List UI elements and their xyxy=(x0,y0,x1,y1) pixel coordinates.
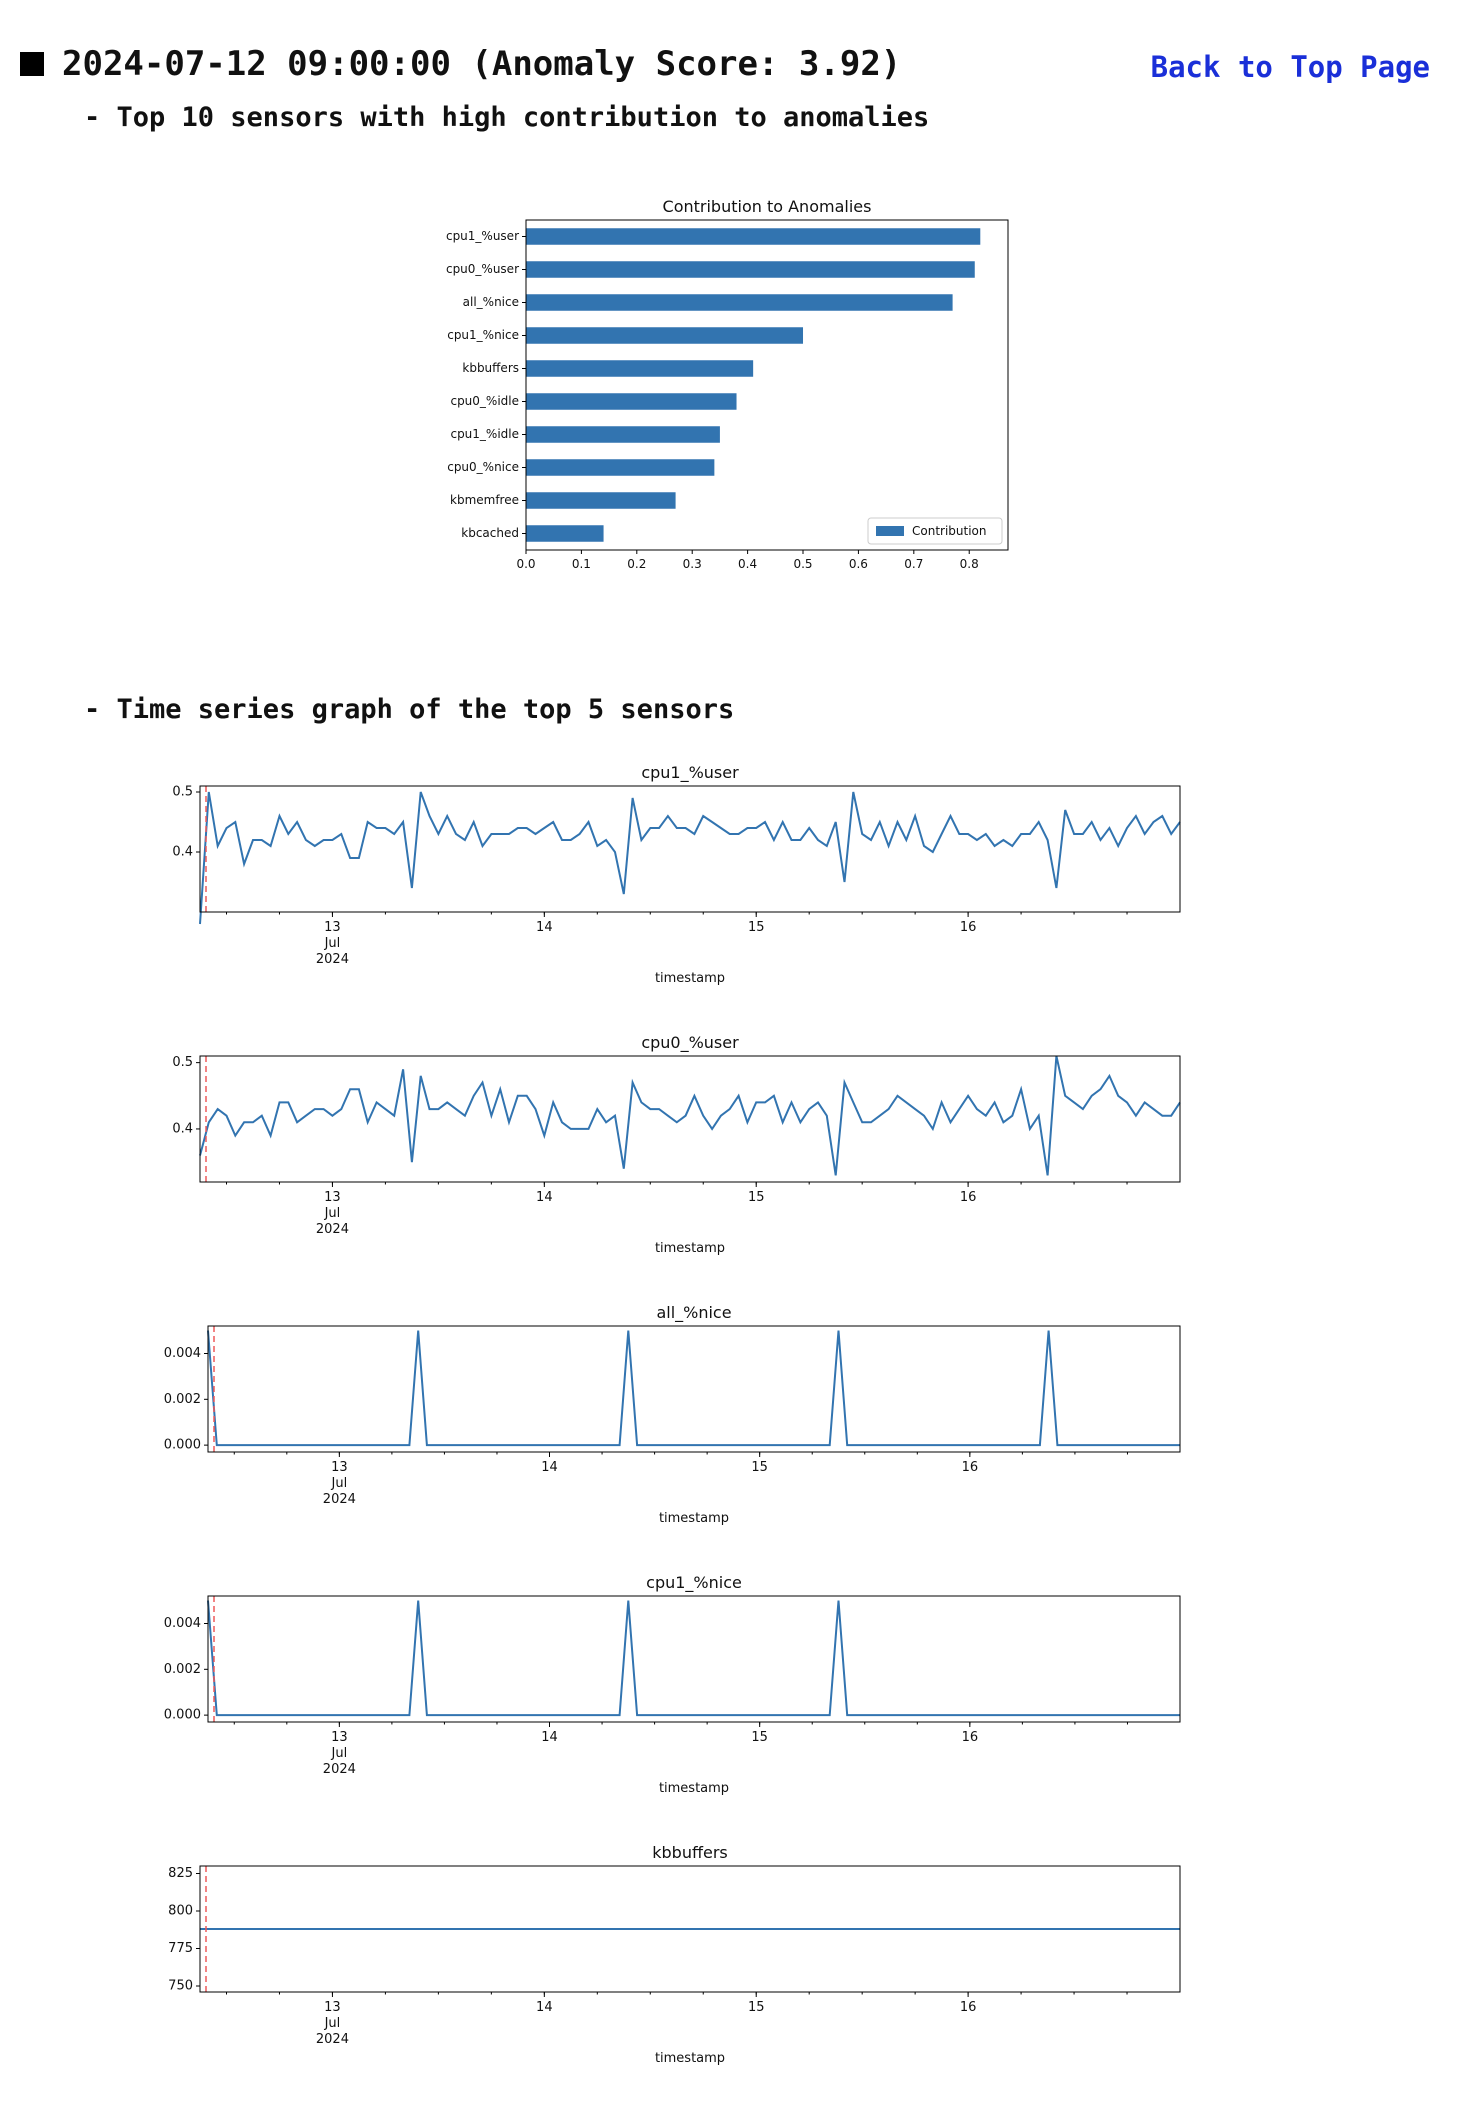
chart-title: cpu1_%user xyxy=(641,763,739,782)
y-tick-label: 0.5 xyxy=(172,1055,193,1071)
page-title: 2024-07-12 09:00:00 (Anomaly Score: 3.92) xyxy=(62,44,902,84)
x-tick-year-label: 2024 xyxy=(315,952,349,967)
bar xyxy=(526,393,737,410)
back-to-top-link[interactable]: Back to Top Page xyxy=(1150,50,1430,84)
x-axis-label: timestamp xyxy=(658,1781,730,1796)
y-tick-label: cpu0_%idle xyxy=(450,394,519,408)
timeseries-chart-cpu1-nice xyxy=(150,1568,1230,1818)
bar xyxy=(526,294,953,311)
timeseries-chart-all-nice xyxy=(150,1298,1230,1548)
x-tick-month-label: Jul xyxy=(324,2016,341,2031)
x-tick-label: 0.5 xyxy=(793,557,813,571)
x-tick-month-label: Jul xyxy=(331,1476,348,1491)
x-tick-label: 13 xyxy=(324,1190,341,1205)
plot-frame xyxy=(200,1056,1180,1182)
timeseries-chart-kbbuffers xyxy=(150,1838,1230,2088)
timeseries-chart-cpu1-user xyxy=(150,758,1230,1008)
x-tick-label: 15 xyxy=(747,2000,765,2015)
bar xyxy=(526,228,980,245)
series-line xyxy=(200,1056,1180,1175)
x-axis-label: timestamp xyxy=(658,1511,730,1526)
bar xyxy=(526,327,803,344)
y-tick-label: 0.004 xyxy=(163,1615,201,1631)
bar xyxy=(526,360,753,377)
series-line xyxy=(208,1331,1180,1446)
x-tick-label: 0.7 xyxy=(904,557,924,571)
x-tick-label: 0.1 xyxy=(571,557,591,571)
y-tick-label: 0.002 xyxy=(163,1661,201,1677)
x-tick-label: 0.8 xyxy=(959,557,979,571)
chart-title: kbbuffers xyxy=(652,1843,728,1862)
legend-label: Contribution xyxy=(912,524,987,538)
legend xyxy=(868,518,1002,544)
x-tick-label: 0.6 xyxy=(848,557,868,571)
y-tick-label: 0.5 xyxy=(172,784,193,800)
y-tick-label: 0.004 xyxy=(163,1345,201,1361)
x-axis-label: timestamp xyxy=(654,971,726,986)
y-tick-label: cpu1_%user xyxy=(445,229,519,243)
x-tick-label: 15 xyxy=(751,1730,768,1745)
x-tick-label: 15 xyxy=(747,1190,765,1205)
x-tick-label: 13 xyxy=(331,1730,348,1745)
y-tick-label: kbbuffers xyxy=(462,361,519,375)
y-tick-label: cpu1_%idle xyxy=(450,427,519,441)
y-tick-label: 0.4 xyxy=(172,1121,193,1137)
plot-frame xyxy=(208,1326,1180,1452)
page-header xyxy=(20,44,901,84)
x-tick-label: 16 xyxy=(961,1730,979,1745)
x-tick-label: 13 xyxy=(324,2000,341,2015)
y-tick-label: 800 xyxy=(168,1903,193,1919)
timeseries-section-title: - Time series graph of the top 5 sensors xyxy=(84,694,735,725)
x-tick-label: 13 xyxy=(331,1460,348,1475)
y-tick-label: cpu1_%nice xyxy=(447,328,519,342)
x-tick-label: 0.0 xyxy=(516,557,536,571)
x-tick-label: 16 xyxy=(959,2000,977,2015)
bar xyxy=(526,459,714,476)
x-tick-label: 16 xyxy=(959,920,977,935)
x-tick-label: 14 xyxy=(536,920,553,935)
x-tick-label: 14 xyxy=(541,1460,558,1475)
timeseries-chart-cpu0-user xyxy=(150,1028,1230,1278)
plot-frame xyxy=(208,1596,1180,1722)
bar xyxy=(526,492,676,509)
bar xyxy=(526,426,720,443)
x-tick-label: 14 xyxy=(536,2000,553,2015)
x-tick-month-label: Jul xyxy=(331,1746,348,1761)
series-line xyxy=(200,792,1180,924)
y-tick-label: cpu0_%user xyxy=(445,262,519,276)
x-tick-month-label: Jul xyxy=(324,936,341,951)
x-tick-label: 14 xyxy=(536,1190,553,1205)
y-tick-label: 750 xyxy=(168,1978,193,1994)
square-bullet-icon xyxy=(20,52,44,76)
y-tick-label: cpu0_%nice xyxy=(447,460,519,474)
x-tick-year-label: 2024 xyxy=(315,2032,349,2047)
x-tick-label: 15 xyxy=(747,920,765,935)
y-tick-label: kbmemfree xyxy=(450,493,519,507)
y-tick-label: 775 xyxy=(168,1941,193,1956)
top10-section-title: - Top 10 sensors with high contribution to anomalies xyxy=(84,102,930,133)
x-tick-label: 0.3 xyxy=(682,557,702,571)
x-tick-label: 13 xyxy=(324,920,341,935)
y-tick-label: 0.002 xyxy=(163,1391,201,1407)
y-tick-label: 0.000 xyxy=(163,1707,201,1723)
x-tick-label: 15 xyxy=(751,1460,768,1475)
chart-title: all_%nice xyxy=(656,1303,732,1322)
x-tick-label: 0.4 xyxy=(738,557,758,571)
chart-title: Contribution to Anomalies xyxy=(662,197,872,216)
x-tick-year-label: 2024 xyxy=(322,1762,356,1777)
y-tick-label: 0.000 xyxy=(163,1437,201,1453)
x-tick-month-label: Jul xyxy=(324,1206,341,1221)
series-line xyxy=(208,1601,1180,1716)
y-tick-label: all_%nice xyxy=(462,295,519,309)
legend-swatch xyxy=(876,526,904,536)
x-tick-label: 16 xyxy=(959,1190,977,1205)
x-tick-label: 14 xyxy=(541,1730,558,1745)
x-axis-label: timestamp xyxy=(654,2051,726,2066)
y-tick-label: 0.4 xyxy=(172,844,193,860)
y-tick-label: 825 xyxy=(168,1866,193,1881)
bar xyxy=(526,261,975,278)
chart-title: cpu0_%user xyxy=(641,1033,739,1052)
x-axis-label: timestamp xyxy=(654,1241,726,1256)
x-tick-year-label: 2024 xyxy=(315,1222,349,1237)
y-tick-label: kbcached xyxy=(461,526,519,540)
contribution-bar-chart xyxy=(400,190,1040,590)
bar xyxy=(526,525,604,542)
x-tick-label: 0.2 xyxy=(627,557,647,571)
chart-title: cpu1_%nice xyxy=(646,1573,742,1592)
x-tick-label: 16 xyxy=(961,1460,979,1475)
x-tick-year-label: 2024 xyxy=(322,1492,356,1507)
